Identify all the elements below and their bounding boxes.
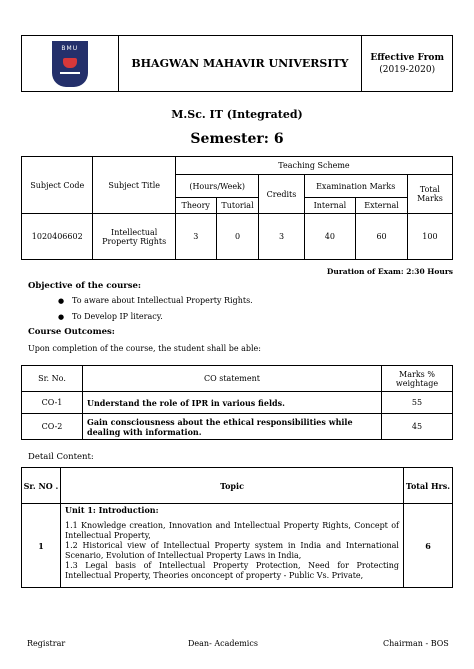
book-icon: [63, 58, 77, 68]
header-sr-no: Sr. NO .: [22, 468, 61, 504]
header-exam-marks: Examination Marks: [304, 175, 407, 198]
university-name: BHAGWAN MAHAVIR UNIVERSITY: [118, 36, 362, 92]
semester-title: Semester: 6: [190, 131, 284, 147]
header-theory: Theory: [175, 198, 216, 214]
co-marks: 55: [382, 392, 453, 414]
header-tutorial: Tutorial: [216, 198, 259, 214]
co-statement: Gain consciousness about the ethical responsibilities while dealing with information.: [83, 414, 382, 440]
internal-marks: 40: [304, 214, 356, 260]
unit-content: [61, 504, 404, 588]
outcomes-title: Course Outcomes:: [28, 327, 115, 337]
unit-hours: 6: [404, 504, 453, 588]
effective-from: [362, 36, 453, 92]
logo-cell: [22, 36, 119, 92]
effective-label: Effective From: [370, 52, 444, 63]
topic-line: 1.1 Knowledge creation, Innovation and Intellectual Property Rights, Concept of Intellectual Property,: [65, 521, 399, 540]
credits-value: 3: [259, 214, 304, 260]
program-title: M.Sc. IT (Integrated): [171, 108, 303, 121]
unit-sr-no: 1: [22, 504, 61, 588]
header-teaching-scheme: Teaching Scheme: [175, 157, 452, 175]
subject-title: Intellectual Property Rights: [93, 214, 175, 260]
outcomes-intro: Upon completion of the course, the student shall be able:: [28, 344, 261, 353]
header-credits: Credits: [259, 175, 304, 214]
list-item: ● To Develop IP literacy.: [58, 309, 253, 325]
co-id: CO-1: [22, 392, 83, 414]
university-logo: [52, 41, 88, 87]
signature-dean: Dean- Academics: [188, 639, 258, 648]
objective-title: Objective of the course:: [28, 281, 142, 291]
objective-list: [58, 293, 253, 325]
header-sr-no: Sr. No.: [22, 366, 83, 392]
course-table: [21, 156, 453, 260]
theory-hours: 3: [175, 214, 216, 260]
header-subject-code: Subject Code: [22, 157, 93, 214]
external-marks: 60: [356, 214, 408, 260]
header-subject-title: Subject Title: [93, 157, 175, 214]
header-topic: Topic: [61, 468, 404, 504]
header-co-statement: CO statement: [83, 366, 382, 392]
exam-duration: Duration of Exam: 2:30 Hours: [326, 267, 453, 276]
tutorial-hours: 0: [216, 214, 259, 260]
signature-chairman: Chairman - BOS: [383, 639, 449, 648]
co-statement: Understand the role of IPR in various fields.: [83, 392, 382, 414]
co-marks: 45: [382, 414, 453, 440]
header-table: [21, 35, 453, 92]
header-external: External: [356, 198, 408, 214]
unit-title: Unit 1: Introduction:: [65, 505, 159, 515]
co-table: [21, 365, 453, 440]
logo-base: [60, 72, 80, 74]
co-id: CO-2: [22, 414, 83, 440]
list-item: ● To aware about Intellectual Property Rights.: [58, 293, 253, 309]
signature-registrar: Registrar: [27, 639, 66, 648]
header-hours-week: (Hours/Week): [175, 175, 259, 198]
effective-year: (2019-2020): [379, 64, 436, 75]
header-marks-weightage: Marks % weightage: [382, 366, 453, 392]
topic-line: 1.3 Legal basis of Intellectual Property Protection, Need for Protecting Intellectual Property, Theories onconcept of property - Public Vs. Private,: [65, 561, 399, 580]
total-marks: 100: [407, 214, 452, 260]
header-internal: Internal: [304, 198, 356, 214]
header-total-hrs: Total Hrs.: [404, 468, 453, 504]
header-total-marks: Total Marks: [407, 175, 452, 214]
logo-text: BMU: [61, 44, 79, 52]
topic-line: 1.2 Historical view of Intellectual Property system in India and International Scenario, Evolution of Intellectual Property Laws in India,: [65, 541, 399, 560]
detail-title: Detail Content:: [28, 452, 94, 462]
subject-code: 1020406602: [22, 214, 93, 260]
detail-table: [21, 467, 453, 588]
